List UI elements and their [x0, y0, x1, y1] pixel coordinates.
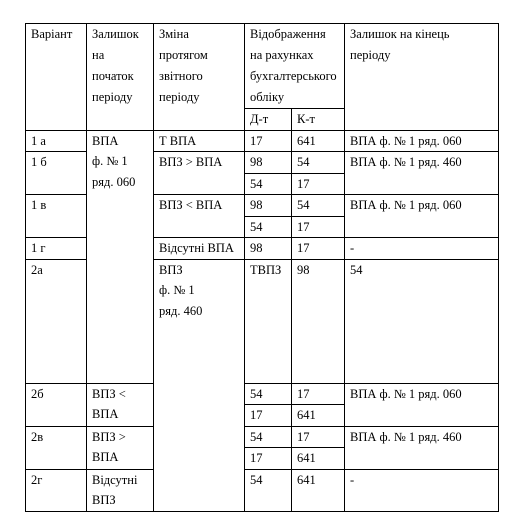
header-posting — [245, 24, 345, 109]
credit-cell: 54 — [292, 152, 345, 174]
header-posting-line: на рахунках — [250, 48, 314, 62]
change-cell: ВПЗ > ВПА — [87, 426, 154, 469]
header-variant — [26, 24, 87, 131]
debit-cell: 98 — [245, 195, 292, 217]
header-closing-line: періоду — [350, 48, 391, 62]
debit-cell: 98 — [292, 259, 345, 383]
header-posting-line: обліку — [250, 90, 285, 104]
credit-cell: 54 — [292, 195, 345, 217]
header-posting-line: бухгалтерського — [250, 69, 337, 83]
table-row — [26, 426, 499, 448]
variant-cell: 2б — [26, 383, 87, 426]
header-change-line: протягом — [159, 48, 208, 62]
header-change-line: звітного — [159, 69, 203, 83]
header-credit: К-т — [292, 109, 345, 131]
header-opening-balance — [87, 24, 154, 131]
variant-cell: 1 а — [26, 130, 87, 152]
credit-cell: 17 — [292, 173, 345, 195]
header-opening-line: періоду — [92, 90, 133, 104]
opening-balance-cell-line: ряд. 060 — [92, 174, 136, 189]
header-opening-line: на — [92, 48, 105, 62]
debit-cell: 54 — [245, 216, 292, 238]
header-variant-text: Варіант — [31, 27, 73, 41]
variant-cell: 2в — [26, 426, 87, 469]
debit-cell: 17 — [245, 130, 292, 152]
variant-cell: 1 б — [26, 152, 87, 195]
debit-cell: 54 — [245, 173, 292, 195]
closing-balance-cell: ВПА ф. № 1 ряд. 060 — [345, 130, 499, 152]
header-closing-balance — [345, 24, 499, 131]
debit-cell: 17 — [245, 448, 292, 470]
opening-balance-cell-line: ф. № 1 — [159, 283, 195, 297]
opening-balance-cell-line: ВПА — [92, 133, 119, 148]
closing-balance-cell: ВПА ф. № 1 ряд. 060 — [345, 195, 499, 238]
change-cell: ВПЗ > ВПА — [154, 152, 245, 195]
debit-cell: 17 — [245, 405, 292, 427]
credit-cell: 641 — [292, 405, 345, 427]
opening-balance-cell-line: ВПЗ — [159, 262, 183, 277]
debit-cell: 98 — [245, 152, 292, 174]
closing-balance-cell: - — [345, 238, 499, 260]
credit-cell: 641 — [292, 130, 345, 152]
table-row — [26, 130, 499, 152]
closing-balance-cell: ВПА ф. № 1 ряд. 060 — [345, 383, 499, 426]
credit-cell: 54 — [345, 259, 499, 383]
header-closing-line: Залишок на кінець — [350, 27, 450, 41]
credit-cell: 17 — [292, 216, 345, 238]
closing-balance-cell: ВПА ф. № 1 ряд. 460 — [345, 426, 499, 469]
header-change-line: періоду — [159, 90, 200, 104]
variant-cell: 2а — [26, 259, 87, 383]
change-cell: Відсутні ВПЗ — [87, 469, 154, 511]
debit-cell: 98 — [245, 238, 292, 260]
header-posting-line: Відображення — [250, 27, 326, 41]
table-row — [26, 383, 499, 405]
variant-cell: 1 г — [26, 238, 87, 260]
header-debit: Д-т — [245, 109, 292, 131]
change-cell: Т ВПА — [154, 130, 245, 152]
change-cell: ТВПЗ — [245, 259, 292, 383]
debit-cell: 54 — [245, 426, 292, 448]
debit-cell: 54 — [245, 469, 292, 511]
change-cell: ВПЗ < ВПА — [87, 383, 154, 426]
opening-balance-cell-line: ф. № 1 — [92, 154, 128, 168]
change-cell: Відсутні ВПА — [154, 238, 245, 260]
credit-cell: 17 — [292, 238, 345, 260]
credit-cell: 17 — [292, 426, 345, 448]
accounting-table — [25, 23, 499, 512]
change-cell: ВПЗ < ВПА — [154, 195, 245, 238]
header-change-line: Зміна — [159, 27, 189, 41]
table-body — [26, 24, 499, 512]
opening-balance-cell — [154, 259, 245, 511]
header-row — [26, 24, 499, 109]
variant-cell: 1 в — [26, 195, 87, 238]
header-opening-line: початок — [92, 69, 134, 83]
opening-balance-cell-line: ряд. 460 — [159, 303, 203, 318]
closing-balance-cell: - — [345, 469, 499, 511]
credit-cell: 17 — [292, 383, 345, 405]
header-opening-line: Залишок — [92, 27, 139, 41]
table-row — [26, 469, 499, 511]
credit-cell: 641 — [292, 469, 345, 511]
debit-cell: 54 — [245, 383, 292, 405]
header-change — [154, 24, 245, 131]
closing-balance-cell: ВПА ф. № 1 ряд. 460 — [345, 152, 499, 195]
opening-balance-cell — [87, 130, 154, 383]
credit-cell: 641 — [292, 448, 345, 470]
variant-cell: 2г — [26, 469, 87, 511]
